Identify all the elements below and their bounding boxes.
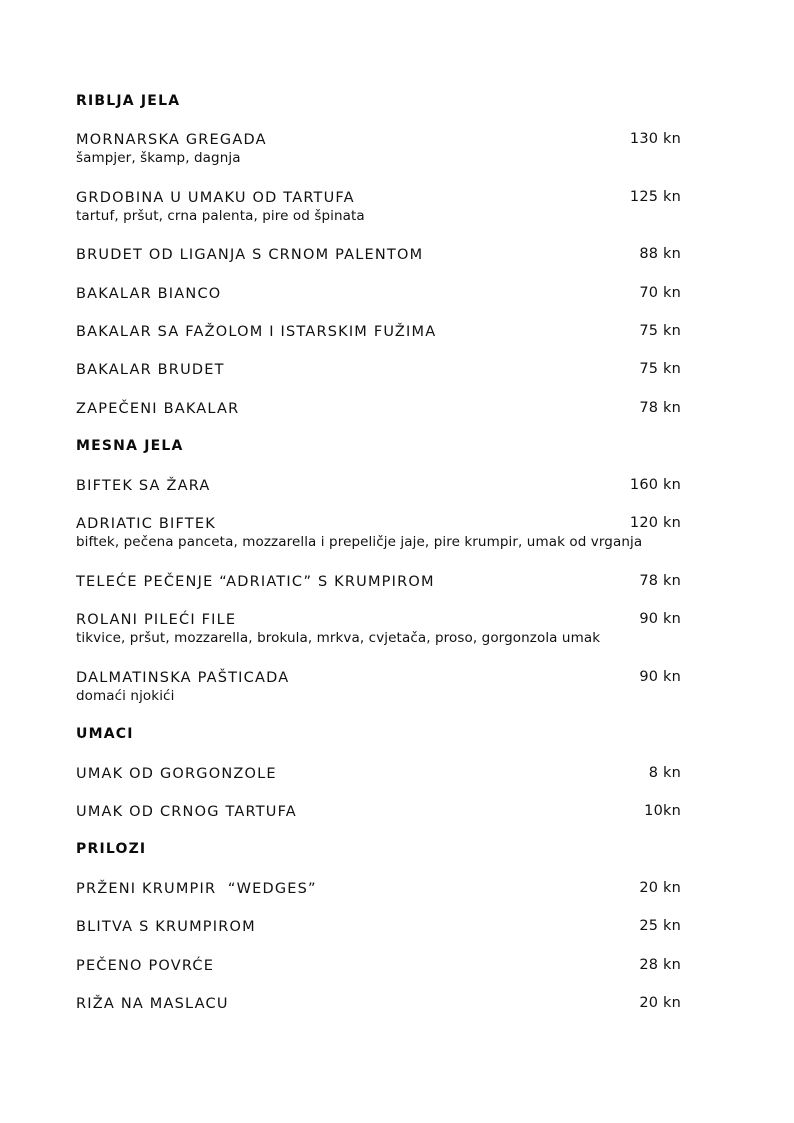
item-price: 75 kn [639,323,681,339]
item-price: 90 kn [639,611,681,627]
item-name: BAKALAR SA FAŽOLOM I ISTARSKIM FUŽIMA [76,324,437,340]
item-name: BAKALAR BIANCO [76,286,222,302]
section-title-prilozi: PRILOZI [76,841,147,857]
item-name: UMAK OD GORGONZOLE [76,766,277,782]
item-name: TELEĆE PEČENJE “ADRIATIC” S KRUMPIROM [76,574,435,590]
section-title-umaci: UMACI [76,726,134,742]
menu-item [76,993,681,1014]
section-title-riblja-jela: RIBLJA JELA [76,93,181,109]
menu-item [76,244,681,265]
menu-item [76,187,681,208]
item-price: 20 kn [639,880,681,896]
menu-item [76,916,681,937]
item-name: BIFTEK SA ŽARA [76,478,211,494]
item-price: 78 kn [639,573,681,589]
item-price: 10kn [644,803,681,819]
item-name: ZAPEČENI BAKALAR [76,401,240,417]
item-name: BLITVA S KRUMPIROM [76,919,256,935]
menu-item [76,801,681,822]
item-name: UMAK OD CRNOG TARTUFA [76,804,297,820]
item-description: domaći njokići [76,688,175,704]
item-description: tartuf, pršut, crna palenta, pire od špinata [76,208,365,224]
item-description: šampjer, škamp, dagnja [76,150,241,166]
menu-item [76,878,681,899]
menu-item [76,513,681,534]
menu-item [76,609,681,630]
menu-item [76,129,681,150]
section-title-mesna-jela: MESNA JELA [76,438,184,454]
item-price: 120 kn [629,515,681,531]
item-price: 70 kn [639,285,681,301]
item-price: 90 kn [639,669,681,685]
item-name: PEČENO POVRĆE [76,958,215,974]
item-description: biftek, pečena panceta, mozzarella i prepeličje jaje, pire krumpir, umak od vrganja [76,534,643,550]
item-name: GRDOBINA U UMAKU OD TARTUFA [76,190,355,206]
item-price: 160 kn [629,477,681,493]
item-description: tikvice, pršut, mozzarella, brokula, mrkva, cvjetača, proso, gorgonzola umak [76,630,601,646]
item-price: 8 kn [648,765,681,781]
item-price: 20 kn [639,995,681,1011]
item-price: 125 kn [629,189,681,205]
item-name: DALMATINSKA PAŠTICADA [76,670,290,686]
menu-item [76,667,681,688]
menu-item [76,321,681,342]
item-name: RIŽA NA MASLACU [76,996,229,1012]
item-price: 28 kn [639,957,681,973]
menu-item [76,475,681,496]
item-name: PRŽENI KRUMPIR “WEDGES” [76,881,317,897]
item-name: BAKALAR BRUDET [76,362,225,378]
item-price: 130 kn [629,131,681,147]
menu-item [76,398,681,419]
item-price: 88 kn [639,246,681,262]
menu-item [76,359,681,380]
item-price: 78 kn [639,400,681,416]
item-name: MORNARSKA GREGADA [76,132,267,148]
menu-item [76,571,681,592]
menu-item [76,283,681,304]
item-name: ROLANI PILEĆI FILE [76,612,237,628]
menu-item [76,763,681,784]
item-price: 25 kn [639,918,681,934]
menu-item [76,955,681,976]
item-name: ADRIATIC BIFTEK [76,516,216,532]
item-name: BRUDET OD LIGANJA S CRNOM PALENTOM [76,247,424,263]
item-price: 75 kn [639,361,681,377]
